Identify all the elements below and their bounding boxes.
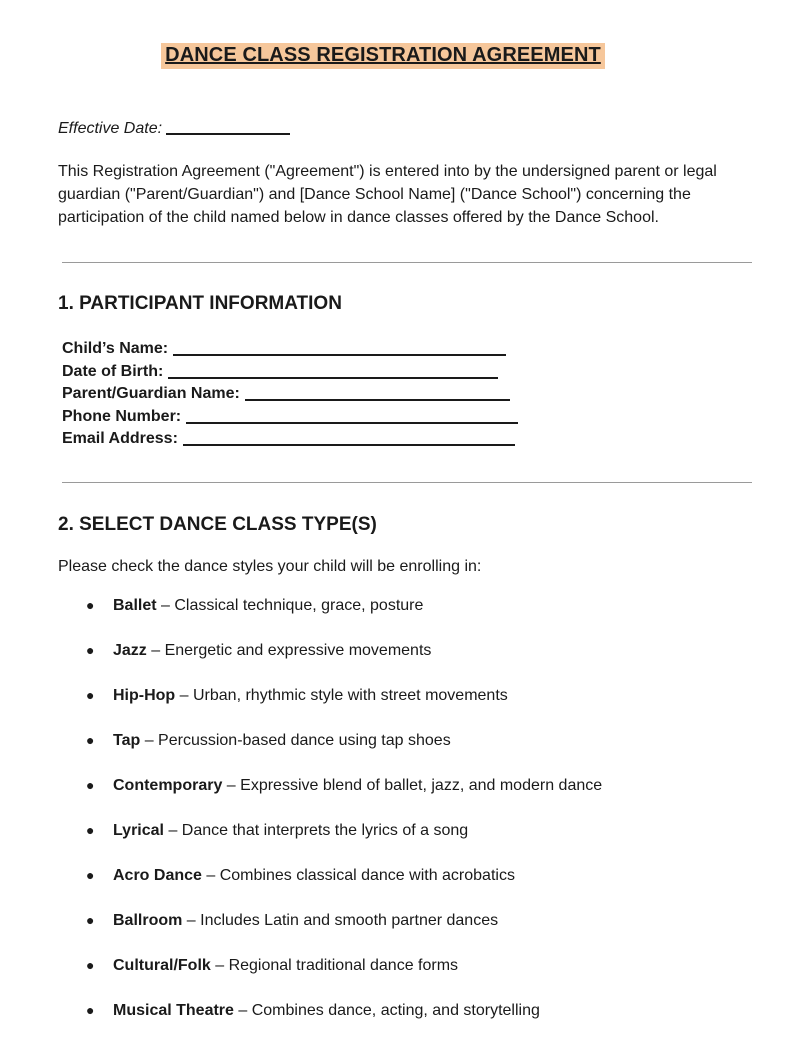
parent-guardian-name-field[interactable] (245, 399, 510, 401)
participant-fields (62, 338, 518, 451)
style-name: Lyrical (113, 822, 164, 839)
style-description: – Combines classical dance with acrobatics (201, 867, 515, 884)
field-label: Email Address: (62, 430, 178, 447)
style-text (113, 912, 498, 930)
style-name: Ballroom (113, 912, 183, 929)
bullet-icon: ● (86, 642, 95, 658)
style-description: – Urban, rhythmic style with street movements (175, 687, 508, 704)
style-description: – Dance that interprets the lyrics of a song (164, 822, 469, 839)
section-divider (62, 482, 752, 483)
bullet-icon: ● (86, 822, 95, 838)
style-text (113, 957, 458, 975)
style-description: – Combines dance, acting, and storytelling (233, 1002, 540, 1019)
document-title: DANCE CLASS REGISTRATION AGREEMENT (161, 43, 605, 69)
bullet-icon: ● (86, 777, 95, 793)
style-text (113, 822, 468, 840)
field-row-email-address (62, 428, 518, 451)
bullet-icon: ● (86, 732, 95, 748)
field-label: Child’s Name: (62, 340, 169, 357)
style-name: Tap (113, 732, 141, 749)
field-row-phone-number (62, 406, 518, 429)
style-description: – Energetic and expressive movements (146, 642, 432, 659)
style-description: – Expressive blend of ballet, jazz, and modern dance (222, 777, 603, 794)
style-name: Cultural/Folk (113, 957, 211, 974)
style-text (113, 687, 508, 705)
section2-heading: 2. SELECT DANCE CLASS TYPE(S) (58, 514, 377, 535)
field-row-childs-name (62, 338, 518, 361)
section-divider (62, 262, 752, 263)
style-text (113, 777, 602, 795)
field-row-date-of-birth (62, 361, 518, 384)
title-wrapper (0, 43, 780, 69)
field-label: Date of Birth: (62, 362, 164, 380)
style-description: – Percussion-based dance using tap shoes (140, 732, 451, 749)
field-label: Parent/Guardian Name: (62, 385, 240, 402)
style-description: – Regional traditional dance forms (210, 957, 459, 974)
section1-heading: 1. PARTICIPANT INFORMATION (58, 293, 342, 314)
style-text (113, 732, 451, 750)
style-description: – Classical technique, grace, posture (156, 597, 424, 614)
style-description: – Includes Latin and smooth partner dances (182, 912, 499, 929)
style-text (113, 642, 431, 660)
bullet-icon: ● (86, 687, 95, 703)
date-of-birth-field[interactable] (168, 377, 498, 379)
style-text (113, 597, 423, 615)
effective-date (58, 120, 290, 138)
email-address-field[interactable] (183, 444, 515, 446)
style-name: Musical Theatre (113, 1002, 234, 1019)
style-name: Acro Dance (113, 867, 202, 884)
childs-name-field[interactable] (173, 354, 506, 356)
style-text (113, 867, 515, 885)
bullet-icon: ● (86, 912, 95, 928)
style-name: Contemporary (113, 777, 223, 794)
class-type-prompt: Please check the dance styles your child will be enrolling in: (58, 558, 482, 575)
effective-date-label: Effective Date: (58, 120, 163, 137)
bullet-icon: ● (86, 597, 95, 613)
bullet-icon: ● (86, 867, 95, 883)
style-name: Ballet (113, 597, 157, 614)
field-label: Phone Number: (62, 407, 182, 425)
style-name: Hip-Hop (113, 687, 176, 704)
style-text (113, 1002, 540, 1020)
field-row-parent-guardian-name (62, 383, 518, 406)
style-name: Jazz (113, 642, 147, 659)
phone-number-field[interactable] (186, 422, 518, 424)
effective-date-blank[interactable] (166, 133, 290, 135)
bullet-icon: ● (86, 1002, 95, 1018)
intro-paragraph: This Registration Agreement ("Agreement") is entered into by the undersigned parent or legal guardian ("Parent/Guardian") and [Dance School Name] ("Dance School") concerning the participation of the child named below in dance classes offered by the Dance School. (58, 163, 717, 226)
bullet-icon: ● (86, 957, 95, 973)
